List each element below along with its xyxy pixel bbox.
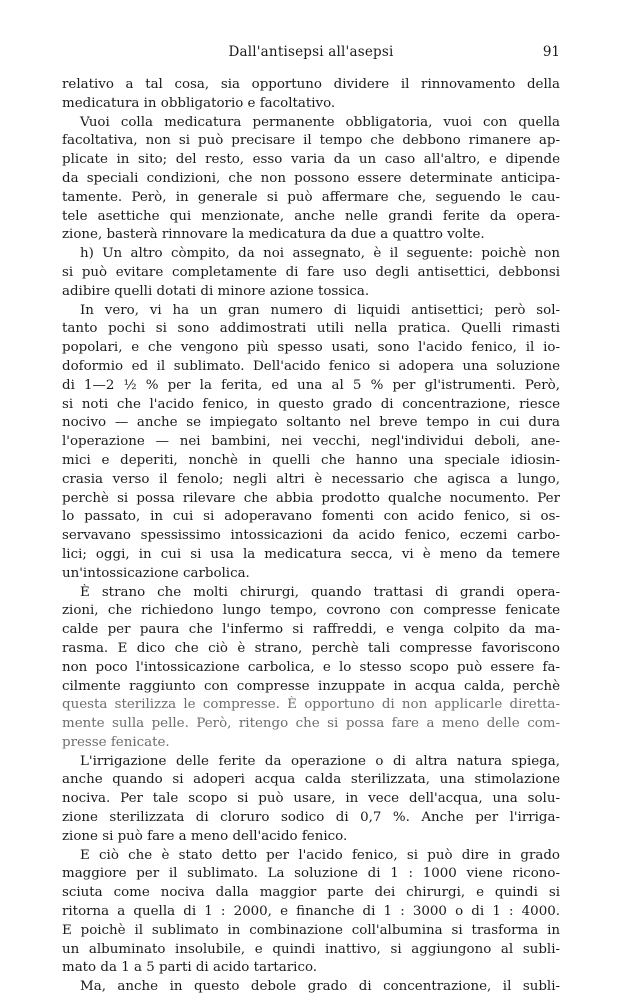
text-line: ritorna a quella di 1 : 2000, e finanche di 1 : 3000 o di 1 : 4000. <box>62 904 560 920</box>
text-line: l'operazione — nei bambini, nei vecchi, negl'individui deboli, ane- <box>62 434 560 450</box>
text-line: lo passato, in cui si adoperavano fomenti con acido fenico, si os- <box>62 509 560 525</box>
text-line: lici; oggi, in cui si usa la medicatura secca, vi è meno da temere <box>62 546 560 562</box>
text-line: un'intossicazione carbolica. <box>62 565 250 581</box>
text-line: relativo a tal cosa, sia opportuno dividere il rinnovamento della <box>62 77 560 92</box>
text-line: plicate in sito; del resto, esso varia da un caso all'altro, e dipende <box>62 152 560 168</box>
text-line: crasia verso il fenolo; negli altri è necessario che agisca a lungo, <box>62 471 560 487</box>
text-line: cilmente raggiunto con compresse inzuppate in acqua calda, perchè <box>62 678 560 694</box>
text-line: E poichè il sublimato in combinazione coll'albumina si trasforma in <box>62 922 560 938</box>
text-line: popolari, e che vengono più spesso usati, sono l'acido fenico, il io- <box>62 340 560 356</box>
text-line: si può evitare completamente di fare uso degli antisettici, debbonsi <box>62 264 560 280</box>
text-line: facoltativa, non si può precisare il tempo che debbono rimanere ap- <box>62 133 560 149</box>
page-number: 91 <box>542 44 560 60</box>
text-line: questa sterilizza le compresse. È opportuno di non applicarle diretta- <box>62 697 560 713</box>
body-text <box>62 76 560 997</box>
text-line: nociva. Per tale scopo si può usare, in vece dell'acqua, una solu- <box>62 791 560 807</box>
text-line: zione, basterà rinnovare la medicatura da due a quattro volte. <box>62 227 485 243</box>
text-line: E ciò che è stato detto per l'acido fenico, si può dire in grado <box>80 847 560 863</box>
text-line: tamente. Però, in generale si può affermare che, seguendo le cau- <box>62 189 560 205</box>
text-line: presse fenicate. <box>62 734 170 750</box>
text-line: sciuta come nociva dalla maggior parte dei chirurgi, e quindi si <box>62 885 560 901</box>
text-line: servavano spessissimo intossicazioni da acido fenico, eczemi carbo- <box>62 528 560 544</box>
text-line: un albuminato insolubile, e quindi inattivo, si aggiungono al subli- <box>62 941 560 957</box>
text-line: adibire quelli dotati di minore azione tossica. <box>62 283 370 299</box>
text-line: In vero, vi ha un gran numero di liquidi antisettici; però sol- <box>80 302 560 318</box>
text-line: Ma, anche in questo debole grado di concentrazione, il subli- <box>80 979 560 995</box>
text-line: maggiore per il sublimato. La soluzione di 1 : 1000 viene ricono- <box>62 866 560 882</box>
text-line: anche quando si adoperi acqua calda sterilizzata, una stimolazione <box>62 772 560 788</box>
text-line: mato da 1 a 5 parti di acido tartarico. <box>62 960 318 976</box>
text-line: Vuoi colla medicatura permanente obbligatoria, vuoi con quella <box>80 114 560 130</box>
running-title: Dall'antisepsi all'asepsi <box>228 44 394 60</box>
text-line: tanto pochi si sono addimostrati utili nella pratica. Quelli rimasti <box>62 321 560 337</box>
text-line: zione si può fare a meno dell'acido fenico. <box>62 828 348 844</box>
text-line: È strano che molti chirurgi, quando trattasi di grandi opera- <box>80 584 560 600</box>
text-line: perchè si possa rilevare che abbia prodotto qualche nocumento. Per <box>62 490 560 506</box>
text-line: zioni, che richiedono lungo tempo, covrono con compresse fenicate <box>62 603 560 619</box>
running-header <box>62 44 560 64</box>
text-line: L'irrigazione delle ferite da operazione o di altra natura spiega, <box>80 753 560 769</box>
text-line: doformio ed il sublimato. Dell'acido fenico si adopera una soluzione <box>62 358 560 374</box>
text-line: non poco l'intossicazione carbolica, e lo stesso scopo può essere fa- <box>62 659 560 675</box>
text-line: si noti che l'acido fenico, in questo grado di concentrazione, riesce <box>62 396 560 412</box>
text-line: da speciali condizioni, che non possono essere determinate anticipa- <box>62 170 560 186</box>
text-line: tele asettiche qui menzionate, anche nelle grandi ferite da opera- <box>62 208 560 224</box>
text-line: di 1—2 ½ % per la ferita, ed una al 5 % per gl'istrumenti. Però, <box>62 377 560 393</box>
text-line: medicatura in obbligatorio e facoltativo. <box>62 95 336 111</box>
text-line: nocivo — anche se impiegato soltanto nel breve tempo in cui dura <box>62 415 560 431</box>
text-line: zione sterilizzata di cloruro sodico di 0,7 %. Anche per l'irriga- <box>62 810 560 826</box>
text-line: calde per paura che l'infermo si raffreddi, e venga colpito da ma- <box>62 622 560 638</box>
text-line: h) Un altro còmpito, da noi assegnato, è il seguente: poichè non <box>80 246 560 262</box>
text-line: rasma. E dico che ciò è strano, perchè tali compresse favoriscono <box>62 640 560 656</box>
text-line: mici e deperiti, nonchè in quelli che hanno una speciale idiosin- <box>62 452 560 468</box>
text-line: mente sulla pelle. Però, ritengo che si possa fare a meno delle com- <box>62 716 560 732</box>
